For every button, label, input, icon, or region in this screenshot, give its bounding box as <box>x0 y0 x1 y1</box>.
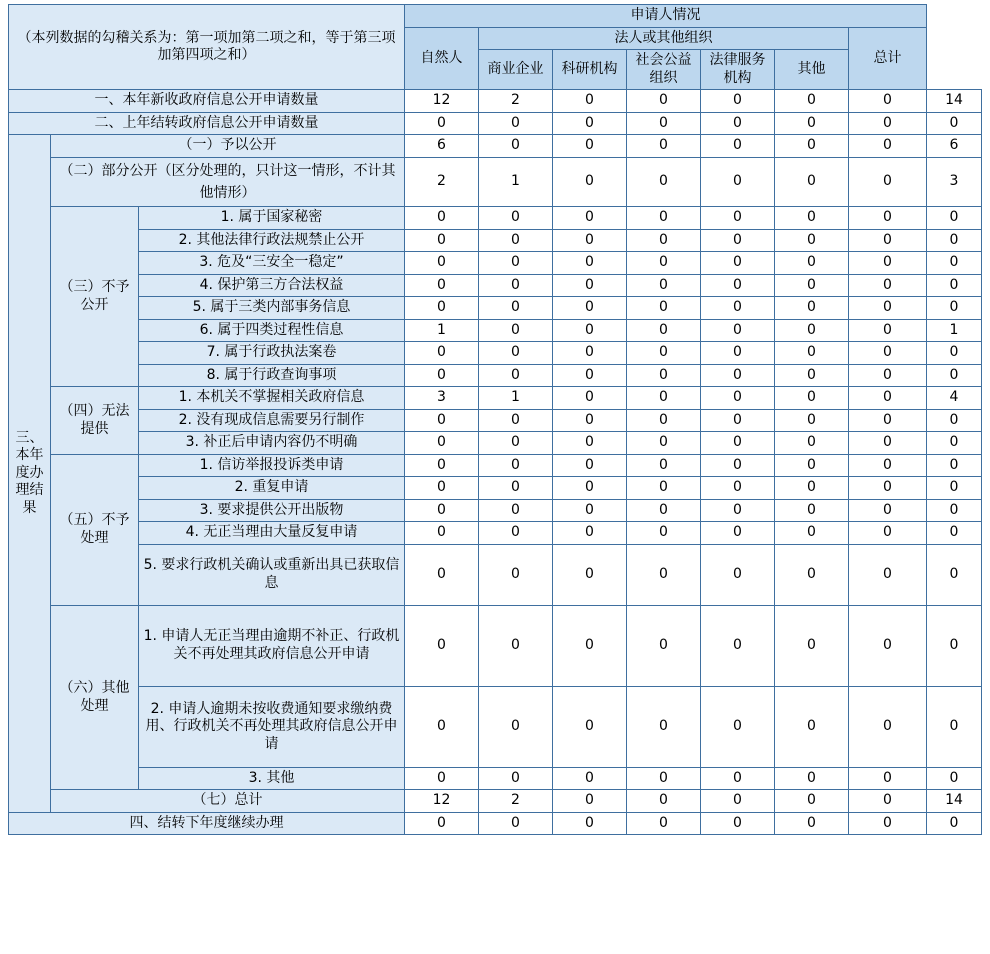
cell-value: 0 <box>627 112 701 135</box>
cell-value: 0 <box>627 454 701 477</box>
table-row <box>9 157 982 207</box>
cell-value: 0 <box>405 274 479 297</box>
item-label: 6. 属于四类过程性信息 <box>139 319 405 342</box>
item-label: 3. 其他 <box>139 767 405 790</box>
cell-value: 0 <box>849 207 927 230</box>
cell-value: 0 <box>405 544 479 605</box>
header-col-research: 科研机构 <box>553 50 627 90</box>
cell-value: 0 <box>479 112 553 135</box>
cell-value: 0 <box>849 409 927 432</box>
cell-value: 0 <box>849 229 927 252</box>
item-label: 3. 要求提供公开出版物 <box>139 499 405 522</box>
cell-value: 0 <box>627 207 701 230</box>
cell-value: 0 <box>479 364 553 387</box>
cell-value: 0 <box>479 135 553 158</box>
cell-value: 0 <box>927 274 982 297</box>
cell-value: 6 <box>405 135 479 158</box>
cell-value: 0 <box>849 274 927 297</box>
cell-value: 0 <box>627 499 701 522</box>
group-label-unable-to-provide: （四）无法提供 <box>51 387 139 455</box>
cell-value: 0 <box>553 454 627 477</box>
group-label-not-disclosed: （三）不予公开 <box>51 207 139 387</box>
item-label: 2. 没有现成信息需要另行制作 <box>139 409 405 432</box>
header-natural-person: 自然人 <box>405 27 479 90</box>
table-row <box>9 229 982 252</box>
table-row <box>9 477 982 500</box>
cell-value: 0 <box>927 112 982 135</box>
cell-value: 0 <box>405 364 479 387</box>
cell-value: 0 <box>849 112 927 135</box>
cell-value: 0 <box>927 605 982 686</box>
cell-value: 1 <box>479 387 553 410</box>
table-row <box>9 767 982 790</box>
group-label-partially-disclosed: （二）部分公开（区分处理的，只计这一情形，不计其他情形） <box>51 157 405 207</box>
cell-value: 0 <box>849 767 927 790</box>
cell-value: 0 <box>849 387 927 410</box>
table-row <box>9 342 982 365</box>
cell-value: 0 <box>701 252 775 275</box>
header-col-business: 商业企业 <box>479 50 553 90</box>
cell-value: 0 <box>553 207 627 230</box>
table-row <box>9 522 982 545</box>
cell-value: 0 <box>405 522 479 545</box>
cell-value: 0 <box>701 522 775 545</box>
cell-value: 0 <box>479 274 553 297</box>
cell-value: 0 <box>775 252 849 275</box>
group-label-other-handling: （六）其他处理 <box>51 605 139 790</box>
cell-value: 0 <box>775 90 849 113</box>
cell-value: 0 <box>701 409 775 432</box>
table-row <box>9 135 982 158</box>
cell-value: 0 <box>553 135 627 158</box>
cell-value: 14 <box>927 90 982 113</box>
cell-value: 0 <box>627 342 701 365</box>
table-row <box>9 364 982 387</box>
cell-value: 0 <box>701 387 775 410</box>
cell-value: 0 <box>849 522 927 545</box>
cell-value: 0 <box>553 499 627 522</box>
cell-value: 0 <box>553 90 627 113</box>
cell-value: 0 <box>627 319 701 342</box>
cell-value: 0 <box>701 229 775 252</box>
cell-value: 0 <box>627 252 701 275</box>
cell-value: 0 <box>479 767 553 790</box>
cell-value: 0 <box>479 454 553 477</box>
cell-value: 0 <box>627 477 701 500</box>
cell-value: 6 <box>927 135 982 158</box>
item-label: 1. 属于国家秘密 <box>139 207 405 230</box>
cell-value: 0 <box>627 544 701 605</box>
table-row <box>9 252 982 275</box>
cell-value: 0 <box>405 454 479 477</box>
item-label: 2. 申请人逾期未按收费通知要求缴纳费用、行政机关不再处理其政府信息公开申请 <box>139 686 405 767</box>
cell-value: 0 <box>479 522 553 545</box>
cell-value: 0 <box>701 274 775 297</box>
cell-value: 0 <box>849 499 927 522</box>
cell-value: 0 <box>927 229 982 252</box>
cell-value: 0 <box>927 297 982 320</box>
cell-value: 0 <box>775 229 849 252</box>
header-total: 总计 <box>849 27 927 90</box>
cell-value: 14 <box>927 790 982 813</box>
cell-value: 0 <box>775 342 849 365</box>
table-row <box>9 812 982 835</box>
cell-value: 0 <box>701 112 775 135</box>
row-label-carried-over: 二、上年结转政府信息公开申请数量 <box>9 112 405 135</box>
cell-value: 0 <box>849 364 927 387</box>
cell-value: 0 <box>405 812 479 835</box>
cell-value: 0 <box>627 387 701 410</box>
cell-value: 0 <box>553 605 627 686</box>
cell-value: 0 <box>927 409 982 432</box>
table-row <box>9 297 982 320</box>
cell-value: 0 <box>701 319 775 342</box>
item-label: 4. 保护第三方合法权益 <box>139 274 405 297</box>
cell-value: 0 <box>553 477 627 500</box>
table-row <box>9 90 982 113</box>
cell-value: 2 <box>479 90 553 113</box>
header-col-other: 其他 <box>775 50 849 90</box>
cell-value: 0 <box>927 499 982 522</box>
item-label: 2. 重复申请 <box>139 477 405 500</box>
cell-value: 0 <box>775 135 849 158</box>
cell-value: 0 <box>553 432 627 455</box>
cell-value: 0 <box>701 499 775 522</box>
cell-value: 0 <box>405 477 479 500</box>
cell-value: 0 <box>405 297 479 320</box>
header-col-legal-service: 法律服务机构 <box>701 50 775 90</box>
cell-value: 0 <box>479 605 553 686</box>
cell-value: 0 <box>479 207 553 230</box>
cell-value: 1 <box>479 157 553 207</box>
cell-value: 0 <box>775 454 849 477</box>
cell-value: 0 <box>775 605 849 686</box>
cell-value: 0 <box>553 364 627 387</box>
cell-value: 0 <box>479 544 553 605</box>
cell-value: 0 <box>553 544 627 605</box>
cell-value: 0 <box>849 157 927 207</box>
table-row <box>9 790 982 813</box>
table-row <box>9 409 982 432</box>
cell-value: 1 <box>927 319 982 342</box>
item-label: 7. 属于行政执法案卷 <box>139 342 405 365</box>
cell-value: 0 <box>775 522 849 545</box>
cell-value: 0 <box>553 409 627 432</box>
header-col-public-welfare: 社会公益组织 <box>627 50 701 90</box>
cell-value: 0 <box>775 112 849 135</box>
cell-value: 0 <box>405 767 479 790</box>
cell-value: 0 <box>775 364 849 387</box>
table-row <box>9 112 982 135</box>
group-label-disclosed: （一）予以公开 <box>51 135 405 158</box>
cell-value: 0 <box>701 157 775 207</box>
cell-value: 0 <box>701 342 775 365</box>
row-label-carry-forward-next-year: 四、结转下年度继续办理 <box>9 812 405 835</box>
cell-value: 0 <box>479 477 553 500</box>
item-label: 2. 其他法律行政法规禁止公开 <box>139 229 405 252</box>
cell-value: 0 <box>927 207 982 230</box>
cell-value: 0 <box>701 454 775 477</box>
cell-value: 0 <box>405 686 479 767</box>
cell-value: 0 <box>627 605 701 686</box>
cell-value: 0 <box>775 686 849 767</box>
cell-value: 0 <box>701 767 775 790</box>
cell-value: 0 <box>553 387 627 410</box>
cell-value: 0 <box>849 605 927 686</box>
cell-value: 0 <box>627 135 701 158</box>
cell-value: 0 <box>479 409 553 432</box>
table-header-row-1 <box>9 5 982 28</box>
cell-value: 12 <box>405 790 479 813</box>
cell-value: 2 <box>479 790 553 813</box>
cell-value: 0 <box>701 364 775 387</box>
header-applicant-group: 申请人情况 <box>405 5 927 28</box>
cell-value: 0 <box>775 767 849 790</box>
cell-value: 0 <box>553 157 627 207</box>
cell-value: 0 <box>405 342 479 365</box>
cell-value: 0 <box>479 499 553 522</box>
cell-value: 0 <box>405 112 479 135</box>
cell-value: 0 <box>627 157 701 207</box>
cell-value: 0 <box>927 454 982 477</box>
cell-value: 0 <box>479 812 553 835</box>
cell-value: 0 <box>405 229 479 252</box>
cell-value: 0 <box>553 112 627 135</box>
cell-value: 0 <box>775 499 849 522</box>
cell-value: 0 <box>701 477 775 500</box>
cell-value: 0 <box>927 477 982 500</box>
cell-value: 0 <box>627 812 701 835</box>
cell-value: 0 <box>405 499 479 522</box>
cell-value: 0 <box>627 229 701 252</box>
cell-value: 0 <box>775 477 849 500</box>
cell-value: 0 <box>553 319 627 342</box>
cell-value: 0 <box>405 409 479 432</box>
cell-value: 0 <box>627 274 701 297</box>
cell-value: 0 <box>701 790 775 813</box>
cell-value: 0 <box>627 790 701 813</box>
cell-value: 0 <box>775 157 849 207</box>
cell-value: 3 <box>405 387 479 410</box>
cell-value: 0 <box>849 432 927 455</box>
cell-value: 0 <box>775 432 849 455</box>
cell-value: 0 <box>849 90 927 113</box>
cell-value: 1 <box>405 319 479 342</box>
cell-value: 0 <box>927 342 982 365</box>
cell-value: 0 <box>701 135 775 158</box>
cell-value: 0 <box>775 207 849 230</box>
cell-value: 0 <box>849 252 927 275</box>
cell-value: 0 <box>627 432 701 455</box>
cell-value: 3 <box>927 157 982 207</box>
cell-value: 0 <box>849 297 927 320</box>
cell-value: 0 <box>701 90 775 113</box>
cell-value: 0 <box>553 686 627 767</box>
item-label: 3. 危及“三安全一稳定” <box>139 252 405 275</box>
row-label-new-applications: 一、本年新收政府信息公开申请数量 <box>9 90 405 113</box>
item-label: 3. 补正后申请内容仍不明确 <box>139 432 405 455</box>
cell-value: 0 <box>849 135 927 158</box>
cell-value: 0 <box>849 790 927 813</box>
cell-value: 12 <box>405 90 479 113</box>
cell-value: 0 <box>553 342 627 365</box>
cell-value: 0 <box>701 432 775 455</box>
cell-value: 0 <box>927 767 982 790</box>
cell-value: 0 <box>627 297 701 320</box>
cell-value: 0 <box>405 432 479 455</box>
cell-value: 0 <box>553 522 627 545</box>
cell-value: 0 <box>775 319 849 342</box>
cell-value: 0 <box>479 686 553 767</box>
cell-value: 0 <box>479 342 553 365</box>
government-information-disclosure-table <box>8 4 982 835</box>
item-label: 1. 本机关不掌握相关政府信息 <box>139 387 405 410</box>
cell-value: 0 <box>553 229 627 252</box>
table-row <box>9 319 982 342</box>
cell-value: 0 <box>849 319 927 342</box>
table-row <box>9 499 982 522</box>
checksum-note: （本列数据的勾稽关系为：第一项加第二项之和，等于第三项加第四项之和） <box>9 5 405 90</box>
table-row <box>9 432 982 455</box>
item-label: 1. 信访举报投诉类申请 <box>139 454 405 477</box>
cell-value: 2 <box>405 157 479 207</box>
cell-value: 0 <box>775 812 849 835</box>
cell-value: 0 <box>927 522 982 545</box>
table-row <box>9 274 982 297</box>
item-label: 1. 申请人无正当理由逾期不补正、行政机关不再处理其政府信息公开申请 <box>139 605 405 686</box>
cell-value: 0 <box>775 409 849 432</box>
table-row <box>9 686 982 767</box>
cell-value: 0 <box>701 544 775 605</box>
cell-value: 0 <box>479 319 553 342</box>
cell-value: 0 <box>775 387 849 410</box>
cell-value: 0 <box>701 207 775 230</box>
cell-value: 0 <box>553 790 627 813</box>
cell-value: 0 <box>627 364 701 387</box>
cell-value: 0 <box>775 790 849 813</box>
cell-value: 0 <box>701 812 775 835</box>
item-label: 8. 属于行政查询事项 <box>139 364 405 387</box>
cell-value: 0 <box>775 297 849 320</box>
cell-value: 4 <box>927 387 982 410</box>
item-label: 5. 属于三类内部事务信息 <box>139 297 405 320</box>
cell-value: 0 <box>405 605 479 686</box>
cell-value: 0 <box>849 477 927 500</box>
cell-value: 0 <box>553 812 627 835</box>
cell-value: 0 <box>405 252 479 275</box>
cell-value: 0 <box>479 229 553 252</box>
cell-value: 0 <box>927 432 982 455</box>
cell-value: 0 <box>553 297 627 320</box>
table-row <box>9 544 982 605</box>
cell-value: 0 <box>849 544 927 605</box>
cell-value: 0 <box>849 812 927 835</box>
cell-value: 0 <box>927 544 982 605</box>
cell-value: 0 <box>479 297 553 320</box>
cell-value: 0 <box>775 544 849 605</box>
group-label-grand-total: （七）总计 <box>51 790 405 813</box>
cell-value: 0 <box>927 252 982 275</box>
cell-value: 0 <box>479 252 553 275</box>
cell-value: 0 <box>701 297 775 320</box>
cell-value: 0 <box>627 522 701 545</box>
cell-value: 0 <box>553 252 627 275</box>
cell-value: 0 <box>627 409 701 432</box>
table-row <box>9 605 982 686</box>
group-label-not-processed: （五）不予处理 <box>51 454 139 605</box>
cell-value: 0 <box>553 274 627 297</box>
cell-value: 0 <box>927 812 982 835</box>
row-label-annual-results: 三、本年度办理结果 <box>9 135 51 813</box>
cell-value: 0 <box>553 767 627 790</box>
cell-value: 0 <box>627 686 701 767</box>
cell-value: 0 <box>627 90 701 113</box>
cell-value: 0 <box>927 686 982 767</box>
table-row <box>9 454 982 477</box>
table-row <box>9 387 982 410</box>
header-legal-group: 法人或其他组织 <box>479 27 849 50</box>
cell-value: 0 <box>849 686 927 767</box>
cell-value: 0 <box>849 342 927 365</box>
table-row <box>9 207 982 230</box>
item-label: 5. 要求行政机关确认或重新出具已获取信息 <box>139 544 405 605</box>
cell-value: 0 <box>927 364 982 387</box>
cell-value: 0 <box>849 454 927 477</box>
cell-value: 0 <box>479 432 553 455</box>
cell-value: 0 <box>405 207 479 230</box>
item-label: 4. 无正当理由大量反复申请 <box>139 522 405 545</box>
cell-value: 0 <box>627 767 701 790</box>
cell-value: 0 <box>701 686 775 767</box>
cell-value: 0 <box>701 605 775 686</box>
cell-value: 0 <box>775 274 849 297</box>
